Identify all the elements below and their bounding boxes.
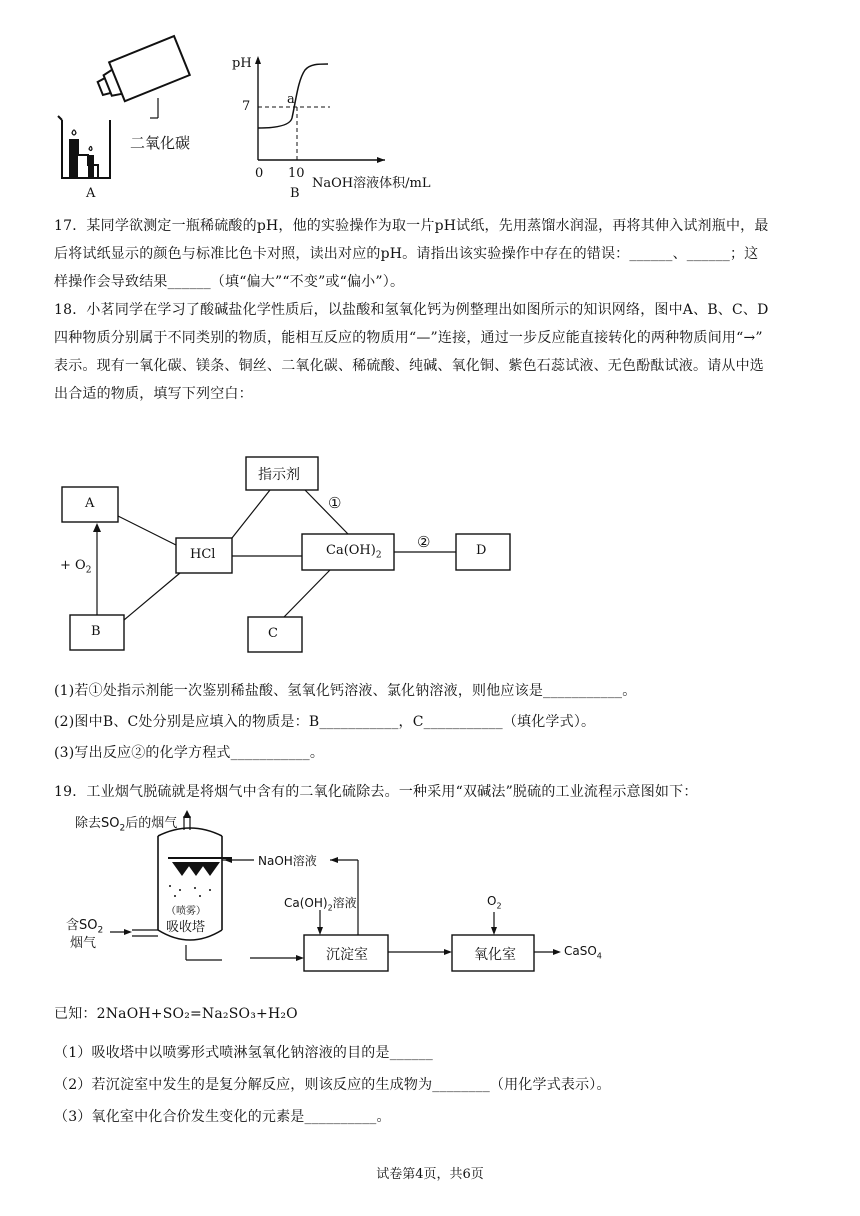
caoh2-subscript: 2 bbox=[375, 550, 382, 561]
node-a: A bbox=[85, 496, 95, 511]
flow-settle-box: 沉淀室 bbox=[326, 947, 368, 963]
flow-caoh2-sub: 2 bbox=[327, 903, 333, 913]
q18-line-1: 18．小茗同学在学习了酸碱盐化学性质后，以盐酸和氢氧化钙为例整理出如图所示的知识网络，图中A、B、C、D bbox=[54, 302, 769, 318]
reaction-marker-1: ① bbox=[328, 494, 342, 512]
flow-o2-sub: 2 bbox=[496, 901, 502, 911]
flow-product-pre: CaSO bbox=[564, 944, 597, 958]
q18-sub-1: (1)若①处指示剂能一次鉴别稀盐酸、氢氧化钙溶液、氯化钠溶液，则他应该是___________。 bbox=[54, 683, 637, 699]
graph-x-label: NaOH溶液体积/mL bbox=[312, 176, 431, 191]
flow-inlet-label-2: 烟气 bbox=[70, 936, 97, 951]
flow-top-pre: 除去SO bbox=[75, 816, 120, 831]
q18-sub-2: (2)图中B、C处分别是应填入的物质是：B___________，C___________（填化学式）。 bbox=[54, 714, 596, 730]
node-c: C bbox=[268, 626, 278, 641]
flow-top-post: 后的烟气 bbox=[125, 816, 178, 831]
q19-line-1: 19．工业烟气脱硫就是将烟气中含有的二氧化硫除去。一种采用“双碱法”脱硫的工业流程示意图如下： bbox=[54, 784, 698, 800]
flow-product-label bbox=[564, 944, 602, 960]
q18-line-3: 表示。现有一氧化碳、镁条、铜丝、二氧化碳、稀硫酸、纯碱、氧化铜、紫色石蕊试液、无色酚酞试液。请从中选 bbox=[54, 358, 764, 374]
flow-spray-label: （喷雾） bbox=[166, 906, 206, 917]
node-d: D bbox=[476, 543, 487, 558]
flow-caoh2-label bbox=[284, 894, 357, 912]
co2-bottle-label: 二氧化碳 bbox=[130, 134, 191, 152]
flow-naoh-label: NaOH溶液 bbox=[258, 854, 317, 868]
flow-oxid-box: 氧化室 bbox=[474, 947, 516, 963]
q18-sub-3: (3)写出反应②的化学方程式___________。 bbox=[54, 745, 325, 761]
q19-sub-2: （2）若沉淀室中发生的是复分解反应，则该反应的生成物为________（用化学式表示）。 bbox=[54, 1077, 611, 1093]
graph-y-tick-7: 7 bbox=[242, 99, 251, 114]
node-b: B bbox=[91, 624, 101, 639]
o2-text: + O bbox=[60, 558, 86, 573]
q18-line-4: 出合适的物质，填写下列空白： bbox=[54, 386, 253, 402]
q19-sub-1: （1）吸收塔中以喷雾形式喷淋氢氧化钠溶液的目的是______ bbox=[54, 1045, 433, 1061]
flow-caoh2-pre: Ca(OH) bbox=[284, 896, 328, 910]
flow-tower-label: 吸收塔 bbox=[166, 920, 206, 935]
q19-sub-3: （3）氧化室中化合价发生变化的元素是__________。 bbox=[54, 1109, 391, 1125]
q17-line-2: 后将试纸显示的颜色与标准比色卡对照，读出对应的pH。请指出该实验操作中存在的错误：______、______；这 bbox=[54, 246, 759, 262]
node-hcl: HCl bbox=[190, 547, 216, 562]
q17-line-3: 样操作会导致结果______（填“偏大”“不变”或“偏小”）。 bbox=[54, 274, 405, 290]
flow-inlet-pre: 含SO bbox=[66, 918, 98, 933]
q17-line-1: 17．某同学欲测定一瓶稀硫酸的pH，他的实验操作为取一片pH试纸，先用蒸馏水润湿，再将其伸入试剂瓶中，最 bbox=[54, 218, 769, 234]
flow-top-label bbox=[75, 812, 177, 834]
flow-o2-label bbox=[487, 894, 502, 910]
page-footer: 试卷第4页，共6页 bbox=[376, 1167, 484, 1182]
flow-product-sub: 4 bbox=[596, 951, 602, 961]
figure-b-caption: B bbox=[290, 186, 300, 201]
q19-known: 已知：2NaOH+SO₂=Na₂SO₃+H₂O bbox=[54, 1006, 298, 1022]
graph-y-label: pH bbox=[232, 56, 252, 71]
caoh2-text: Ca(OH) bbox=[326, 543, 376, 558]
q18-line-2: 四种物质分别属于不同类别的物质，能相互反应的物质用“—”连接，通过一步反应能直接转化的两种物质间用“→” bbox=[54, 330, 763, 346]
reaction-marker-2: ② bbox=[417, 533, 431, 551]
flow-caoh2-post: 溶液 bbox=[332, 896, 357, 910]
flow-o2-pre: O bbox=[487, 894, 497, 908]
flow-inlet-sub: 2 bbox=[97, 925, 104, 936]
figure-a-caption: A bbox=[86, 186, 96, 201]
graph-x-origin: 0 bbox=[255, 166, 264, 181]
graph-point-a: a bbox=[287, 92, 295, 107]
node-indicator: 指示剂 bbox=[258, 467, 300, 483]
o2-subscript: 2 bbox=[85, 565, 92, 576]
flow-top-sub: 2 bbox=[119, 823, 126, 834]
q19-subquestions bbox=[54, 1037, 814, 1133]
graph-x-tick-10: 10 bbox=[288, 166, 305, 181]
